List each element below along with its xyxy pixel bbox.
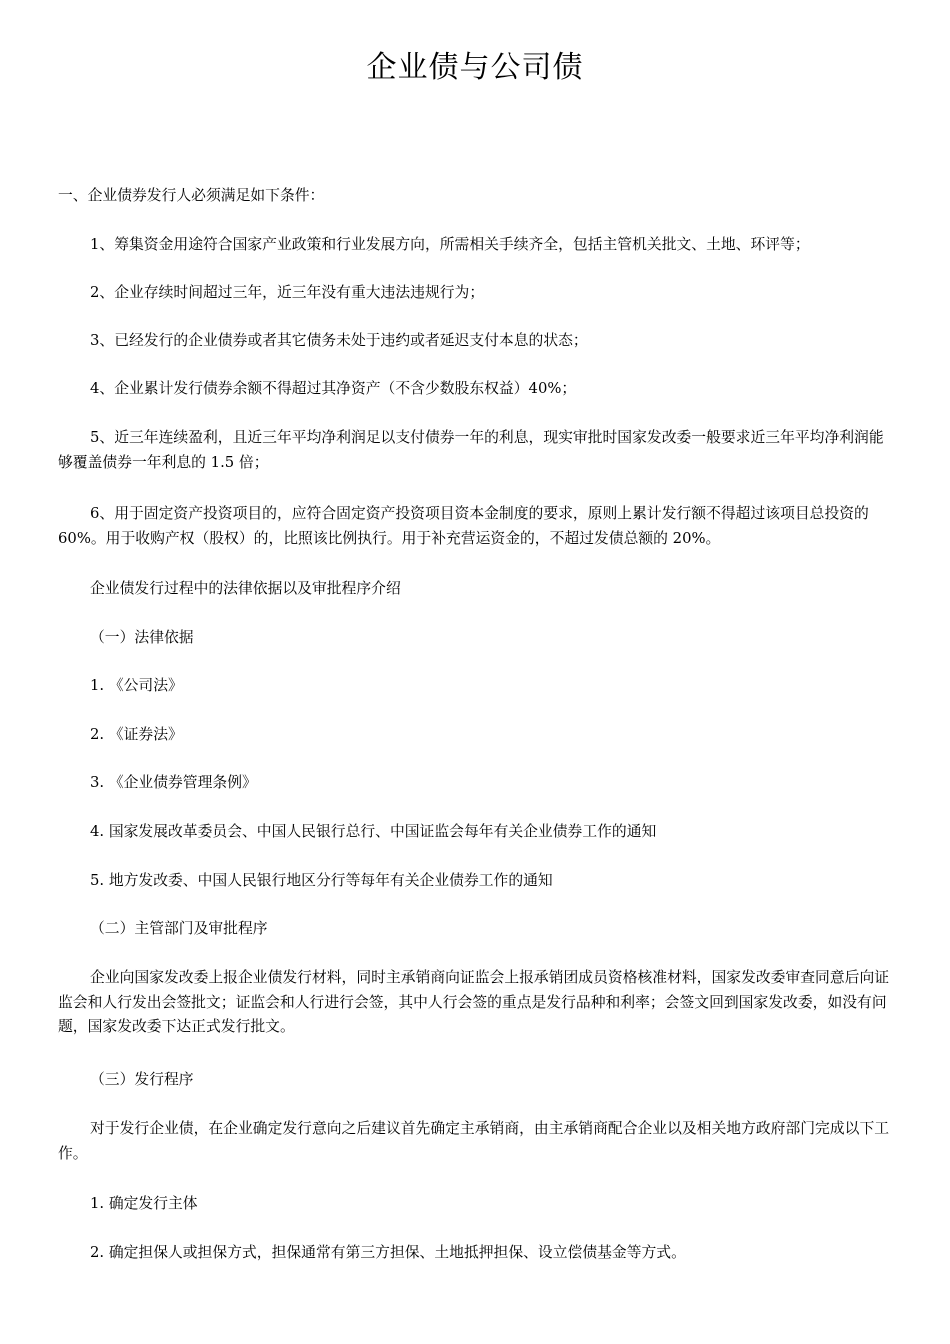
- condition-6: 6、用于固定资产投资项目的，应符合固定资产投资项目资本金制度的要求，原则上累计发行额不得超过该项目总投资的 60%。用于收购产权（股权）的，比照该比例执行。用于补充营运资金的，不超过发债总额的 20%。: [58, 505, 869, 547]
- law-item-3: 3. 《企业债券管理条例》: [90, 774, 257, 791]
- law-item-2: 2. 《证券法》: [90, 726, 183, 743]
- sub2-heading: （二）主管部门及审批程序: [90, 920, 268, 937]
- condition-3: 3、已经发行的企业债券或者其它债务未处于违约或者延迟支付本息的状态；: [90, 332, 588, 349]
- document-title: 企业债与公司债: [366, 50, 584, 85]
- approval-paragraph: 企业向国家发改委上报企业债发行材料，同时主承销商向证监会上报承销团成员资格核准材料，国家发改委审查同意后向证监会和人行发出会签批文；证监会和人行进行会签，其中人行会签的重点是发行品种和利率；会签文回到国家发改委，如没有问题，国家发改委下达正式发行批文。: [58, 969, 890, 1035]
- condition-4: 4、企业累计发行债券余额不得超过其净资产（不含少数股东权益）40%；: [90, 380, 577, 397]
- law-item-4: 4. 国家发展改革委员会、中国人民银行总行、中国证监会每年有关企业债券工作的通知: [90, 823, 657, 840]
- sub1-heading: （一）法律依据: [90, 629, 194, 646]
- intro-heading: 企业债发行过程中的法律依据以及审批程序介绍: [90, 580, 401, 597]
- law-item-5: 5. 地方发改委、中国人民银行地区分行等每年有关企业债券工作的通知: [90, 872, 553, 889]
- condition-1: 1、筹集资金用途符合国家产业政策和行业发展方向，所需相关手续齐全，包括主管机关批文、土地、环评等；: [90, 236, 810, 253]
- condition-5: 5、近三年连续盈利，且近三年平均净利润足以支付债券一年的利息，现实审批时国家发改委一般要求近三年平均净利润能够覆盖债券一年利息的 1.5 倍；: [58, 429, 884, 471]
- sub3-heading: （三）发行程序: [90, 1071, 194, 1088]
- law-item-1: 1. 《公司法》: [90, 677, 183, 694]
- step-item-1: 1. 确定发行主体: [90, 1195, 198, 1212]
- step-item-2: 2. 确定担保人或担保方式，担保通常有第三方担保、土地抵押担保、设立偿债基金等方式。: [90, 1244, 686, 1261]
- section1-heading: 一、企业债券发行人必须满足如下条件：: [58, 187, 325, 204]
- process-intro-paragraph: 对于发行企业债，在企业确定发行意向之后建议首先确定主承销商，由主承销商配合企业以及相关地方政府部门完成以下工作。: [58, 1120, 890, 1162]
- condition-2: 2、企业存续时间超过三年，近三年没有重大违法违规行为；: [90, 284, 485, 301]
